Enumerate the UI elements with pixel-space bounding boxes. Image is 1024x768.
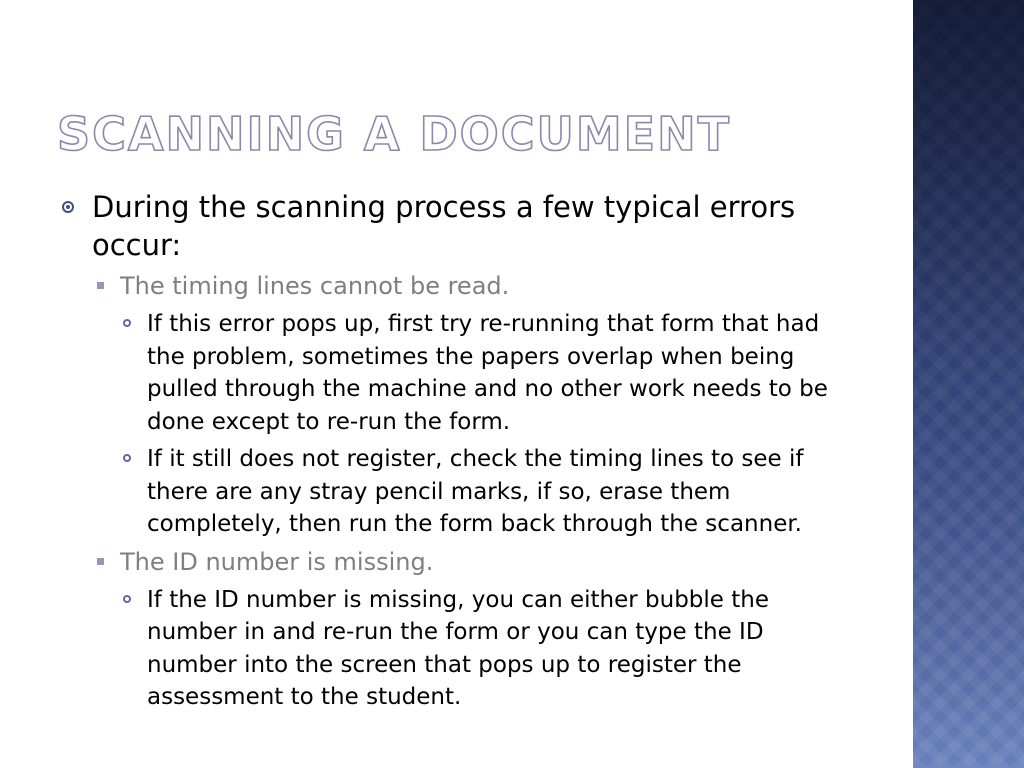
bullet-text: The ID number is missing. (120, 547, 434, 576)
bullet-text: During the scanning process a few typical errors occur: (92, 190, 796, 262)
hollow-circle-bullet-icon (123, 595, 131, 603)
target-circle-bullet-icon (62, 201, 74, 213)
bullet-list (62, 188, 862, 719)
bullet-text: If the ID number is missing, you can either bubble the number in and re-run the form or you can type the ID number into the screen that pops up to register the assessment to the student. (147, 586, 769, 710)
square-bullet-icon (97, 282, 104, 289)
bullet-text: If it still does not register, check the timing lines to see if there are any stray pencil marks, if so, erase them completely, then run the form back through the scanner. (147, 446, 804, 537)
hollow-circle-bullet-icon (123, 454, 131, 462)
bullet-item-level3 (120, 443, 857, 541)
square-bullet-icon (97, 558, 104, 565)
bullet-text: If this error pops up, first try re-running that form that had the problem, sometimes the papers overlap when being pulled through the machine and no other work needs to be done except to re-run the form. (147, 311, 828, 435)
bullet-item-level1 (62, 188, 862, 264)
bullet-item-level2 (92, 270, 862, 302)
bullet-item-level3 (120, 308, 857, 438)
bullet-item-level2 (92, 546, 862, 578)
hollow-circle-bullet-icon (123, 319, 131, 327)
decorative-side-panel (913, 0, 1024, 768)
slide-title: SCANNING A DOCUMENT (57, 107, 731, 161)
bullet-text: The timing lines cannot be read. (120, 272, 510, 300)
bullet-item-level3 (120, 584, 857, 714)
